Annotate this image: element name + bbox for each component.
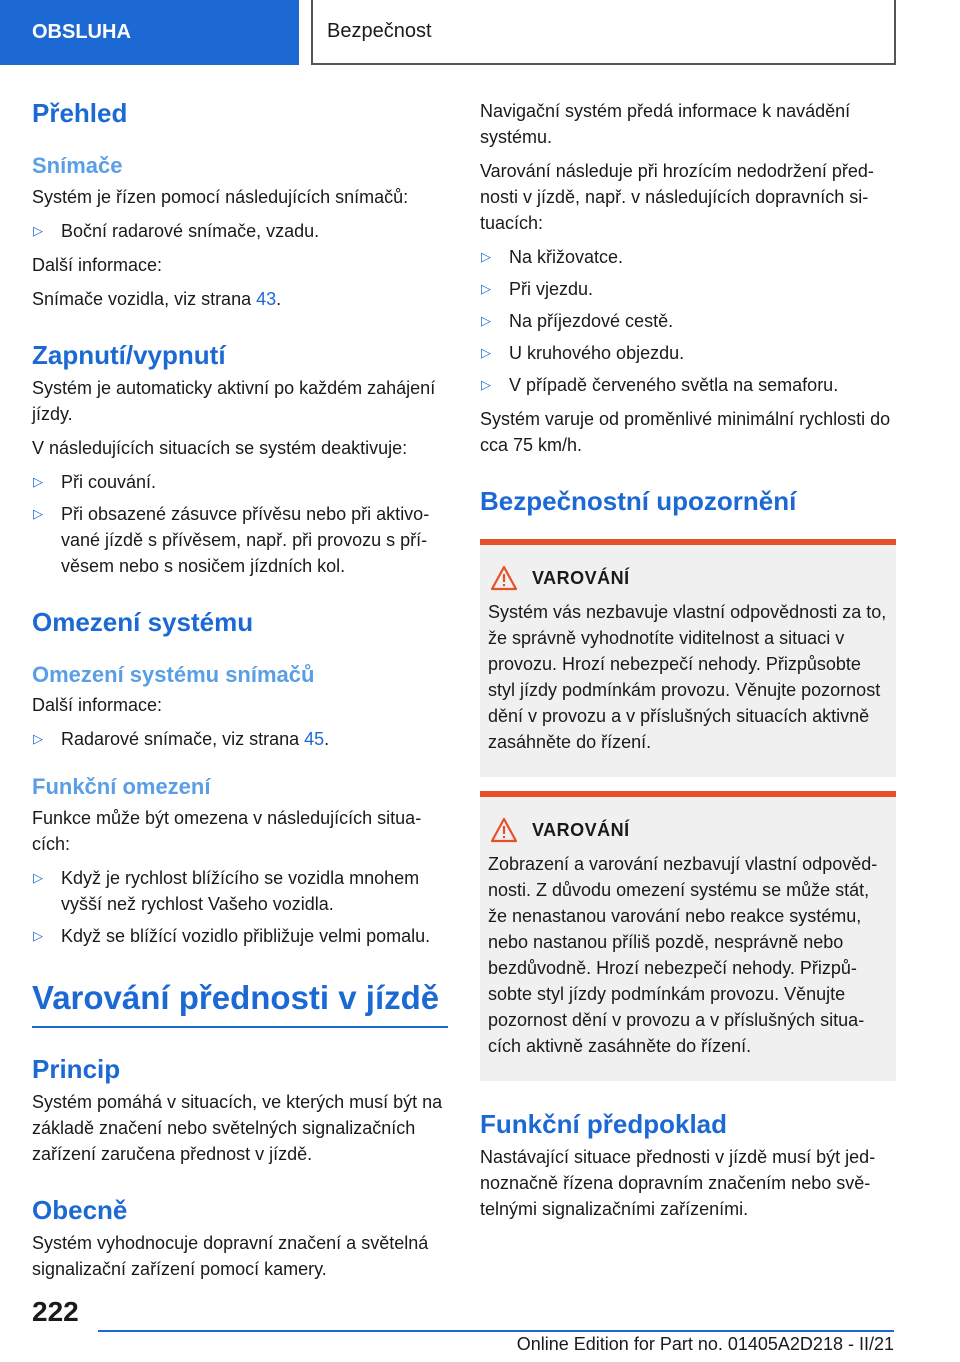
list-item: ▷ Na příjezdové cestě. — [480, 308, 896, 334]
warning-label: VAROVÁNÍ — [532, 567, 630, 588]
heading-funkcni-omezeni: Funkční omezení — [32, 774, 211, 800]
triangle-bullet-icon: ▷ — [33, 222, 43, 238]
snimace-reference: Snímače vozidla, viz strana 43. — [32, 288, 282, 309]
page-link-43[interactable]: 43 — [256, 288, 277, 309]
page-link-45[interactable]: 45 — [304, 729, 325, 750]
triangle-bullet-icon: ▷ — [481, 377, 491, 392]
situations-list — [480, 244, 896, 398]
funkcni-omezeni-list — [32, 865, 448, 949]
heading-zapnuti: Zapnutí/vypnutí — [32, 339, 226, 370]
warning-text: Zobrazení a varování nezbavují vlastní odpovědnosti. Z důvodu omezení systému se může stát, že nenastanou varování nebo reakce systému, nebo nastanou příliš pozdě, nesprávně nebo bezdůvodně. Hrozí nebezpečí nehody. Přizpůsobte styl jízdy podmínkám provozu. Věnujte pozornost dění v provozu a v příslušných situacích aktivně zasáhněte do řízení. — [488, 854, 878, 1057]
triangle-bullet-icon: ▷ — [481, 281, 491, 296]
heading-obecne: Obecně — [32, 1195, 128, 1226]
triangle-bullet-icon: ▷ — [481, 249, 491, 264]
list-item: ▷ Při couvání. — [32, 469, 448, 495]
warning-box-2 — [480, 791, 896, 1081]
heading-snimace: Snímače — [32, 153, 123, 179]
list-item: ▷ Když se blížící vozidlo přibližuje velmi pomalu. — [32, 923, 448, 949]
page-number: 222 — [32, 1296, 79, 1327]
list-item: ▷ U kruhového objezdu. — [480, 340, 896, 366]
heading-omezeni-snimacu: Omezení systému snímačů — [32, 661, 315, 687]
triangle-bullet-icon: ▷ — [33, 473, 43, 489]
edition-footer: Online Edition for Part no. 01405A2D218 - II/21 — [516, 1334, 894, 1354]
snimace-list — [32, 218, 448, 244]
zapnuti-text-1: Systém je automaticky aktivní po každém zahájení jízdy. — [32, 377, 436, 424]
warning-box-1 — [480, 539, 896, 777]
triangle-bullet-icon: ▷ — [33, 731, 43, 747]
navigation-text: Navigační systém předá informace k navádění systému. — [480, 101, 851, 147]
warning-label: VAROVÁNÍ — [532, 819, 630, 840]
heading-princip: Princip — [32, 1053, 121, 1084]
omezeni-snimacu-list — [32, 726, 448, 752]
left-column — [32, 98, 448, 1290]
list-item: ▷ Když je rychlost blížícího se vozidla mnohem vyšší než rychlost Vašeho vozidla. — [32, 865, 448, 917]
chapter-tab: OBSLUHA — [0, 0, 299, 65]
heading-rule — [32, 1026, 448, 1028]
heading-bezpecnostni-upozorneni: Bezpečnostní upozornění — [480, 486, 797, 516]
warning-triangle-icon — [490, 817, 518, 843]
snimace-text: Systém je řízen pomocí následujících snímačů: — [32, 186, 409, 207]
triangle-bullet-icon: ▷ — [481, 313, 491, 328]
omezeni-more-info: Další informace: — [32, 695, 163, 716]
warning-triangle-icon — [490, 565, 518, 591]
section-title: Bezpečnost — [311, 0, 896, 65]
list-item: ▷ Boční radarové snímače, vzadu. — [32, 218, 448, 244]
snimace-more-info: Další informace: — [32, 254, 163, 275]
list-item: ▷ V případě červeného světla na semaforu. — [480, 372, 896, 398]
precondition-text: Nastávající situace přednosti v jízdě musí být jednoznačně řízena dopravním značením nebo světelnými signalizačními zařízeními. — [480, 1147, 876, 1220]
speed-text: Systém varuje od proměnlivé minimální rychlosti do cca 75 km/h. — [480, 409, 891, 455]
heading-funkcni-predpoklad: Funkční předpoklad — [480, 1109, 728, 1140]
funkcni-omezeni-text: Funkce může být omezena v následujících situacích: — [32, 807, 422, 854]
heading-omezeni: Omezení systému — [32, 606, 254, 637]
list-item: ▷ Na křižovatce. — [480, 244, 896, 270]
heading-varovani-prednosti: Varování přednosti v jízdě — [32, 978, 440, 1016]
list-item: ▷ Při obsazené zásuvce přívěsu nebo při aktivované jízdě s přívěsem, např. při provozu s přívěsem nebo s nosičem jízdních kol. — [32, 501, 448, 579]
zapnuti-text-2: V následujících situacích se systém deaktivuje: — [32, 437, 408, 458]
right-column — [480, 98, 896, 1230]
warning-situations-text: Varování následuje při hrozícím nedodržení přednosti v jízdě, např. v následujících dopravních situacích: — [480, 161, 874, 233]
heading-prehled: Přehled — [32, 98, 128, 128]
triangle-bullet-icon: ▷ — [33, 927, 43, 943]
triangle-bullet-icon: ▷ — [481, 345, 491, 360]
list-item: ▷ Při vjezdu. — [480, 276, 896, 302]
footer-rule — [98, 1330, 894, 1332]
list-item: ▷ Radarové snímače, viz strana 45. — [32, 726, 448, 752]
princip-text: Systém pomáhá v situacích, ve kterých musí být na základě značení nebo světelných signalizačních zařízení zaručena přednost v jízdě. — [32, 1092, 443, 1165]
warning-text: Systém vás nezbavuje vlastní odpovědnosti za to, že správně vyhodnotíte viditelnost a situaci v provozu. Hrozí nebezpečí nehody. Přizpůsobte styl jízdy podmínkám provozu. Věnujte pozornost dění v provozu a v příslušných situacích aktivně zasáhněte do řízení. — [488, 602, 887, 753]
triangle-bullet-icon: ▷ — [33, 869, 43, 885]
zapnuti-list — [32, 469, 448, 579]
triangle-bullet-icon: ▷ — [33, 505, 43, 521]
obecne-text: Systém vyhodnocuje dopravní značení a světelná signalizační zařízení pomocí kamery. — [32, 1233, 429, 1280]
